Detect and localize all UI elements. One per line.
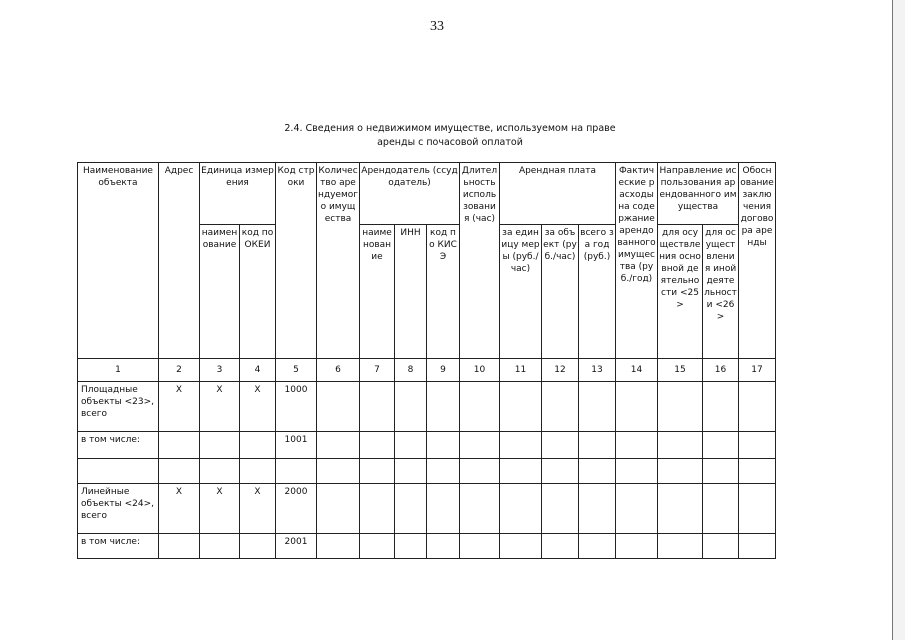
header-rent-total-year: всего за год (руб.) xyxy=(579,225,616,359)
column-number: 3 xyxy=(200,359,240,382)
row-unit-okei xyxy=(240,432,276,459)
row-unit-name: X xyxy=(200,382,240,432)
row-unit-name xyxy=(200,459,240,484)
row-name xyxy=(78,459,159,484)
row-address: X xyxy=(159,382,200,432)
header-rent-per-unit: за единицу меры (руб./час) xyxy=(500,225,542,359)
header-address: Адрес xyxy=(159,163,200,359)
row-name: в том числе: xyxy=(78,432,159,459)
header-rent: Арендная плата xyxy=(500,163,616,225)
section-title-line2: аренды с почасовой оплатой xyxy=(377,137,523,148)
header-row-code: Код строки xyxy=(276,163,317,359)
section-title: 2.4. Сведения о недвижимом имуществе, используемом на праве xyxy=(284,123,616,134)
row-unit-okei xyxy=(240,534,276,559)
header-purpose-other: для осуществления иной деятельности <26> xyxy=(703,225,739,359)
column-number: 6 xyxy=(317,359,360,382)
header-actual-costs: Фактические расходы на содержание арендованного имущества (руб./год) xyxy=(616,163,658,359)
column-number-row xyxy=(78,359,776,382)
header-lessor: Арендодатель (ссудодатель) xyxy=(360,163,460,225)
row-address: X xyxy=(159,484,200,534)
header-lessor-name: наименование xyxy=(360,225,395,359)
row-name: Площадные объекты <23>, всего xyxy=(78,382,159,432)
property-table xyxy=(77,162,776,559)
column-number: 1 xyxy=(78,359,159,382)
row-code xyxy=(276,459,317,484)
page-edge xyxy=(892,0,893,640)
column-number: 16 xyxy=(703,359,739,382)
column-number: 11 xyxy=(500,359,542,382)
row-code: 2000 xyxy=(276,484,317,534)
header-lessor-kise: код по КИСЭ xyxy=(427,225,460,359)
row-code: 2001 xyxy=(276,534,317,559)
column-number: 14 xyxy=(616,359,658,382)
row-address xyxy=(159,534,200,559)
header-justification: Обоснование заключения договора аренды xyxy=(739,163,776,359)
column-number: 7 xyxy=(360,359,395,382)
header-unit-name: наименование xyxy=(200,225,240,359)
column-number: 10 xyxy=(460,359,500,382)
row-unit-okei xyxy=(240,459,276,484)
header-unit-okei: код по ОКЕИ xyxy=(240,225,276,359)
header-name: Наименование объекта xyxy=(78,163,159,359)
header-lessor-inn: ИНН xyxy=(395,225,427,359)
row-address xyxy=(159,459,200,484)
row-unit-okei: X xyxy=(240,484,276,534)
column-number: 13 xyxy=(579,359,616,382)
table-row xyxy=(78,459,776,484)
row-code: 1001 xyxy=(276,432,317,459)
table-row xyxy=(78,534,776,559)
row-address xyxy=(159,432,200,459)
page-gutter xyxy=(893,0,905,640)
header-purpose-main: для осуществления основной деятельности <25> xyxy=(658,225,703,359)
header-rent-per-object: за объект (руб./час) xyxy=(542,225,579,359)
table-row xyxy=(78,432,776,459)
column-number: 9 xyxy=(427,359,460,382)
column-number: 17 xyxy=(739,359,776,382)
header-purpose: Направление использования арендованного имущества xyxy=(658,163,739,225)
row-name: Линейные объекты <24>, всего xyxy=(78,484,159,534)
column-number: 15 xyxy=(658,359,703,382)
row-unit-name: X xyxy=(200,484,240,534)
row-unit-okei: X xyxy=(240,382,276,432)
header-quantity: Количество арендуемого имущества xyxy=(317,163,360,359)
page-number: 33 xyxy=(430,19,444,34)
column-number: 4 xyxy=(240,359,276,382)
table-row xyxy=(78,382,776,432)
row-unit-name xyxy=(200,534,240,559)
header-unit: Единица измерения xyxy=(200,163,276,225)
row-name: в том числе: xyxy=(78,534,159,559)
column-number: 2 xyxy=(159,359,200,382)
header-duration: Длительность использования (час) xyxy=(460,163,500,359)
column-number: 12 xyxy=(542,359,579,382)
column-number: 8 xyxy=(395,359,427,382)
row-unit-name xyxy=(200,432,240,459)
table-row xyxy=(78,484,776,534)
row-code: 1000 xyxy=(276,382,317,432)
column-number: 5 xyxy=(276,359,317,382)
